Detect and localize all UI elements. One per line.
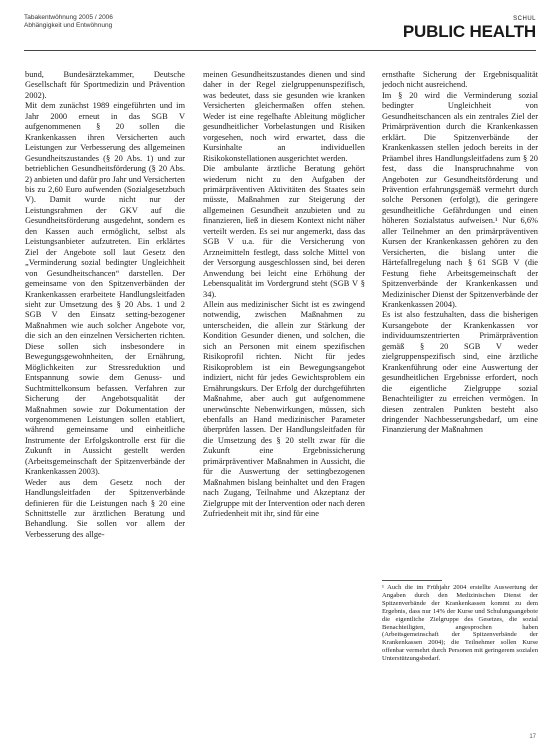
running-head-line-1: Tabakentwöhnung 2005 / 2006 [24,14,113,21]
page-number: 17 [529,734,536,740]
journal-brand [403,16,536,41]
paragraph: Allein aus medizinischer Sicht ist es zwingend notwendig, zwischen Maßnahmen zu unterscheiden, die allein zur Stärkung der Kondition Gesunder dienen, und solchen, die sich an Personen mit einem spezifischen Risikoprofil richten. Nicht für jedes Risikoproblem ist ein Bewegungsangebot indiziert, nicht für jedes Gewichtsproblem ein Ernährungskurs. Der Erfolg der durchgeführten Maßnahme, aber auch gut aufgenommene unerwünschte Nebenwirkungen, müssen, sich ebenfalls an Hand medizinischer Parameter überprüfen lassen. Der Handlungsleitfaden für die Umsetzung des § 20 stellt zwar für die Zukunft eine Ergebnissicherung primärpräventiver Maßnahmen in Aussicht, die für die Auswertung der settingbezogenen Maßnahmen bislang beinhaltet und den Fragen nach Zugang, Teilnahme und Akzeptanz der Zielgruppe mit der Intervention oder nach deren Zufriedenheit mit ihr, sind für eine [203,299,365,519]
footnote [382,580,538,663]
footnote-rule [382,580,442,581]
paragraph: Weder aus dem Gesetz noch der Handlungsleitfaden der Spitzenverbände definieren für die Leistungen nach § 20 eine Schnittstelle zur ärztlichen Beratung und Behandlung. Sie sollen vor allem der Verbesserung des allge- [25,477,185,539]
paragraph: Im § 20 wird die Verminderung sozial bedingter Ungleichheit von Gesundheitschancen als ein zentrales Ziel der Primärprävention durch die Krankenkassen erklärt. Die Spitzenverbände der Krankenkassen stellen jedoch bereits in der Präambel ihres Handlungsleitfadens zum § 20 fest, dass die Inanspruchnahme von Angeboten zur Gesundheitsförderung und Prävention erfahrungsgemäß vermehrt durch solche Personen (erfolgt), die geringere gesundheitliche Gefährdungen und einen höheren Sozialstatus aufweisen.¹ Nur 6,6% aller Teilnehmer an den primärpräventiven Kursen der Krankenkassen gehören zu den Versicherten, die bislang unter die Härtefallregelung nach § 61 SGB V (die Festung fiehe Arbeitsgemeinschaft der Spitzenverbände der Krankenkassen und Medizinischer Dienst der Spitzenverbände der Krankenkassen 2004). [382,90,538,309]
brand-title: PUBLIC HEALTH [402,22,536,41]
text-column-1 [25,70,185,728]
paragraph: Die ambulante ärztliche Beratung gehört wiederum nicht zu den Aufgaben der primärpräventiven Aktivitäten des Staates sein müsste, Maßnahmen zur Steigerung der allgemeinen Gesundheit anzubieten und zu finanzieren, ließ in diesem Kontext nicht näher verteilt werden. Es sei nur angemerkt, dass das SGB V u.a. für die Versicherung von Arzneimitteln festlegt, dass solche Mittel von der Versorgung ausgeschlossen sind, bei deren Anwendung bei leicht eine Erhöhung der Lebensqualität im Vordergrund steht (SGB V § 34). [203,164,365,299]
page-header [24,14,536,51]
paragraph: bund, Bundesärztekammer, Deutsche Gesellschaft für Sportmedizin und Prävention 2002). [25,70,185,100]
brand-small-label: SCHUL [513,16,536,22]
paragraph: Es ist also festzuhalten, dass die bisherigen Kursangebote der Krankenkassen vor individuumszentrierten Primärprävention gemäß § 20 SGB V weder zielgruppenspezifisch sind, eine ärztliche Krankenführung oder eine Auswertung der gesundheitlichen Ergebnisse erfordert, noch die eigentliche Zielgruppe sozial Benachteiligter zu erreichen vermögen. In diesen zentralen Punkten besteht also dringender Nachbesserungsbedarf, um eine Finanzierung der Maßnahmen [382,310,538,435]
running-head-line-2: Abhängigkeit und Entwöhnung [24,22,113,29]
footnote-text: ¹ Auch die im Frühjahr 2004 erstellte Auswertung der Angaben durch den Medizinischen Dienst der Spitzenverbände der Krankenkassen kommt zu dem Ergebnis, dass nur 14% der Kurse und Schulungsangebote die eigentliche Zielgruppe des Gesetzes, die sozial Benachteiligten, angesprochen haben (Arbeitsgemeinschaft der Spitzenverbände der Krankenkassen 2004); die Teilnehmer sollen Kurse offenbar vermehrt durch Personen mit geringerem sozialen Unterstützungsbedarf. [382,584,538,663]
text-column-2 [203,70,365,728]
paragraph: Mit dem zunächst 1989 eingeführten und im Jahr 2000 erneut in das SGB V aufgenommenen § 20 sollen die Krankenkassen ihren Versicherten auch Leistungen zur Verbesserung des allgemeinen Gesundheitszustandes (§ 20 Abs. 1) und zur betrieblichen Gesundheitsförderung (§ 20 Abs. 2) anbieten und dafür pro Jahr und Versicherten bis zu 2,60 Euro aufwenden (Sozialgesetzbuch V). Damit wurde nicht nur der Leistungsrahmen der GKV auf die Gesundheitsförderung ausgedehnt, sondern es den Kassen auch ermöglicht, selbst als Leistungsanbieter aufzutreten. Ein erklärtes Ziel der Angebote soll laut Gesetz den „Verminderung sozial bedingter Ungleichheit von Gesundheitschancen“ darstellen. Der gemeinsame von den Spitzenverbänden der Krankenkassen erarbeitete Handlungsleitfaden sieht zur Umsetzung des § 20 Abs. 1 und 2 SGB V den Einsatz setting-bezogener Maßnahmen wie auch solcher Angebote vor, die sich an den einzelnen Versicherten richten. Diese sollen sich insbesondere in Bewegungsgewohnheiten, der Ernährung, Möglichkeiten zur Stressreduktion und Entspannung sowie dem Genuss- und Suchtmittelkonsum befassen. Verfahren zur Sicherung der Angebotsqualität der Maßnahmen sowie zur Dokumentation der vorgenommenen Leistungen sollen etabliert, während gemeinsame und einheitliche Instrumente der Erfolgskontrolle erst für die Zukunft in Aussicht gestellt werden (Arbeitsgemeinschaft der Spitzenverbände der Krankenkassen 2003). [25,101,185,477]
paragraph: meinen Gesundheitszustandes dienen und sind daher in der Regel zielgruppenunspezifisch, was bedeutet, dass sie gesunden wie kranken Versicherten gleichermaßen offen stehen. Weder ist eine regelhafte Ableitung möglicher gesundheitlicher Vorbelastungen und Risiken vorgesehen, noch wird erwartet, dass die Kursinhalte an individuellen Risikokonstellationen ausgerichtet werden. [203,70,365,163]
paragraph: ernsthafte Sicherung der Ergebnisqualität jedoch nicht ausreichend. [382,70,538,90]
running-head [24,14,113,30]
